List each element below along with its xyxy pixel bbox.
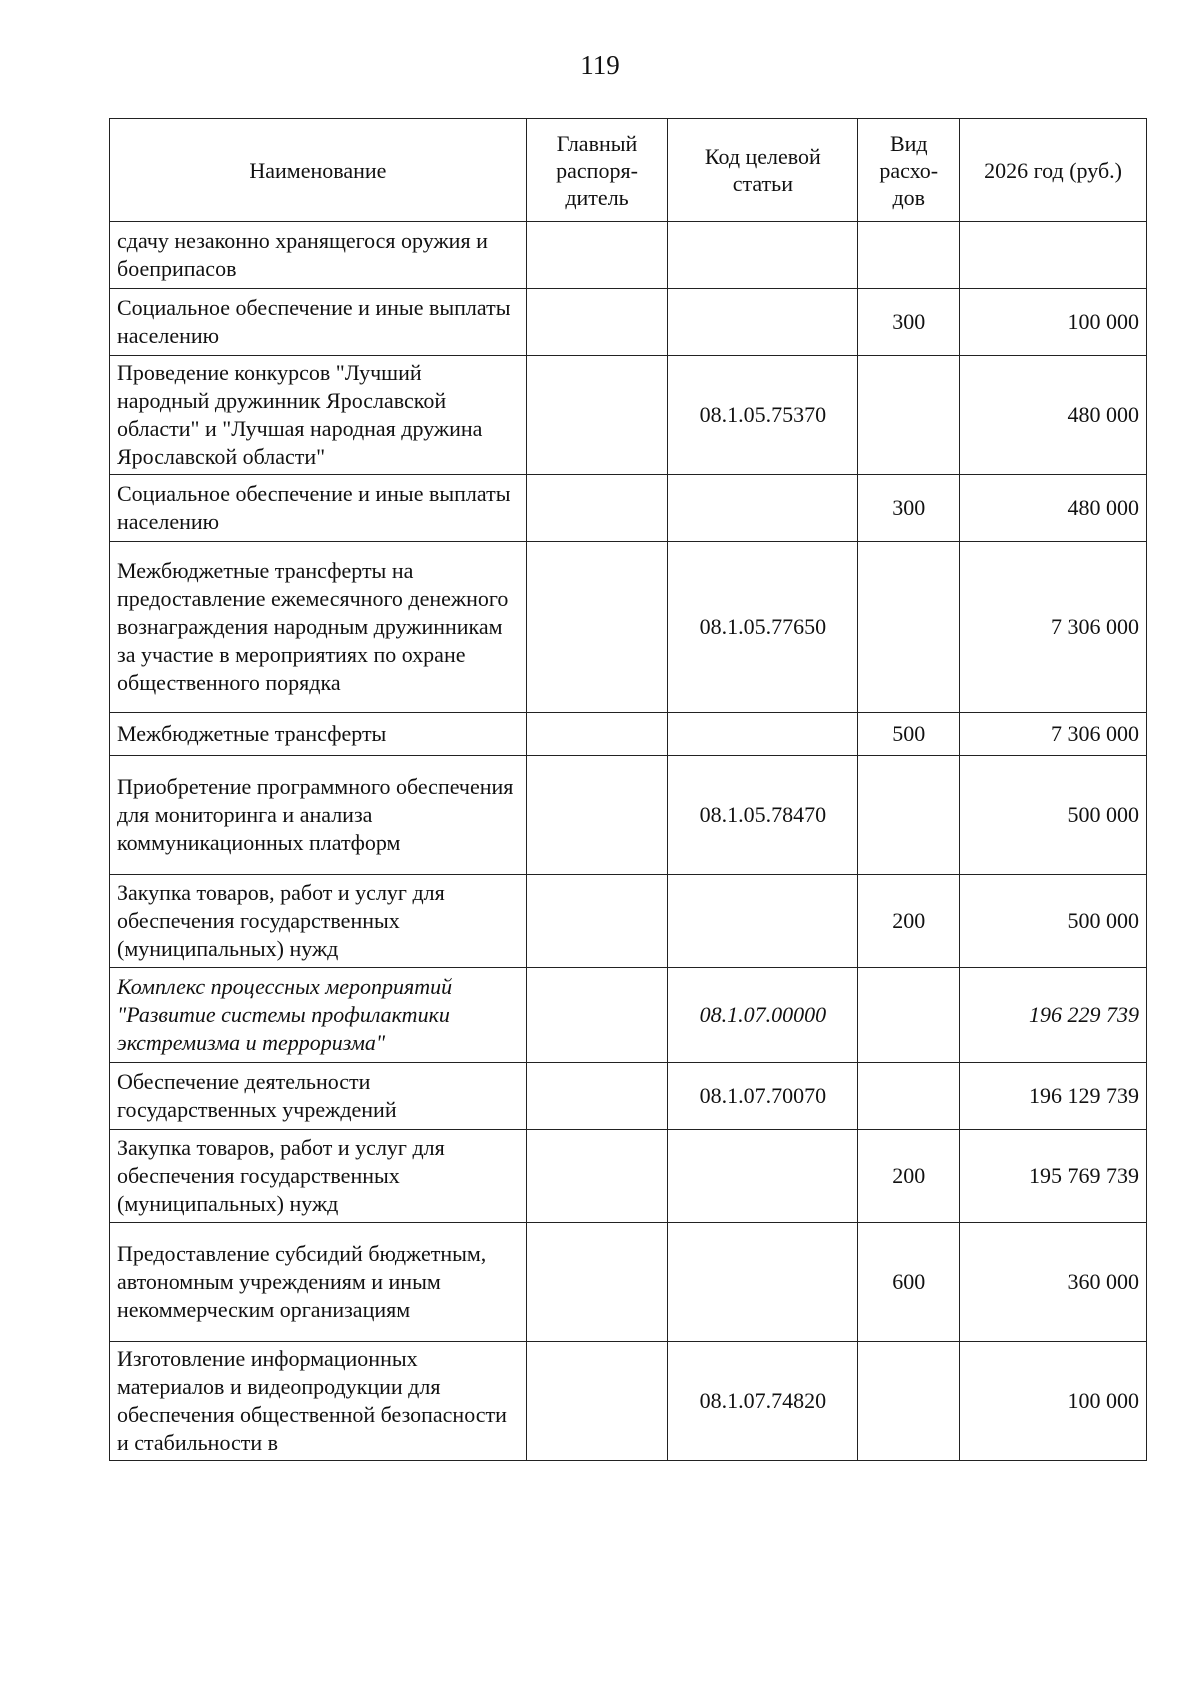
header-code: Код целевой статьи <box>668 119 858 222</box>
table-row <box>110 356 1147 475</box>
table-row <box>110 968 1147 1063</box>
row-name-cell: Межбюджетные трансферты на предоставление ежемесячного денежного вознаграждения народным дружинникам за участие в мероприятиях по охране общественного порядка <box>110 542 527 713</box>
row-expense-type-cell: 600 <box>858 1223 960 1342</box>
row-amount-cell: 360 000 <box>960 1223 1147 1342</box>
row-manager-cell <box>526 875 668 968</box>
budget-table <box>109 118 1147 1461</box>
table-row <box>110 756 1147 875</box>
row-expense-type-cell: 300 <box>858 475 960 542</box>
row-code-cell: 08.1.07.70070 <box>668 1063 858 1130</box>
row-manager-cell <box>526 1342 668 1461</box>
row-amount-cell: 480 000 <box>960 475 1147 542</box>
row-expense-type-cell: 500 <box>858 713 960 756</box>
row-expense-type-cell <box>858 756 960 875</box>
table-row <box>110 1342 1147 1461</box>
row-name-cell: Комплекс процессных мероприятий "Развитие системы профилактики экстремизма и терроризма" <box>110 968 527 1063</box>
row-manager-cell <box>526 756 668 875</box>
header-manager: Главный распоря-дитель <box>526 119 668 222</box>
row-amount-cell: 196 229 739 <box>960 968 1147 1063</box>
row-name-cell: Межбюджетные трансферты <box>110 713 527 756</box>
header-expense-type: Вид расхо-дов <box>858 119 960 222</box>
row-amount-cell: 100 000 <box>960 1342 1147 1461</box>
table-row <box>110 289 1147 356</box>
row-expense-type-cell <box>858 356 960 475</box>
row-code-cell <box>668 875 858 968</box>
row-expense-type-cell <box>858 968 960 1063</box>
row-name-cell: Приобретение программного обеспечения для мониторинга и анализа коммуникационных платформ <box>110 756 527 875</box>
row-amount-cell: 480 000 <box>960 356 1147 475</box>
row-code-cell <box>668 222 858 289</box>
row-name-cell: Проведение конкурсов "Лучший народный дружинник Ярославской области" и "Лучшая народная дружина Ярославской области" <box>110 356 527 475</box>
row-amount-cell: 100 000 <box>960 289 1147 356</box>
row-code-cell <box>668 1130 858 1223</box>
header-amount-2026: 2026 год (руб.) <box>960 119 1147 222</box>
row-amount-cell: 7 306 000 <box>960 542 1147 713</box>
row-expense-type-cell: 200 <box>858 1130 960 1223</box>
row-manager-cell <box>526 289 668 356</box>
row-manager-cell <box>526 1063 668 1130</box>
row-expense-type-cell <box>858 542 960 713</box>
row-name-cell: Обеспечение деятельности государственных учреждений <box>110 1063 527 1130</box>
row-manager-cell <box>526 968 668 1063</box>
row-manager-cell <box>526 713 668 756</box>
header-name: Наименование <box>110 119 527 222</box>
row-code-cell: 08.1.05.78470 <box>668 756 858 875</box>
row-amount-cell: 500 000 <box>960 756 1147 875</box>
row-name-cell: Социальное обеспечение и иные выплаты населению <box>110 289 527 356</box>
page-number: 119 <box>580 50 620 80</box>
row-amount-cell: 7 306 000 <box>960 713 1147 756</box>
row-code-cell <box>668 475 858 542</box>
row-expense-type-cell: 300 <box>858 289 960 356</box>
table-row <box>110 1223 1147 1342</box>
row-manager-cell <box>526 222 668 289</box>
table-row <box>110 1063 1147 1130</box>
row-manager-cell <box>526 356 668 475</box>
row-name-cell: Изготовление информационных материалов и видеопродукции для обеспечения общественной безопасности и стабильности в <box>110 1342 527 1461</box>
row-expense-type-cell <box>858 1342 960 1461</box>
table-header-row <box>110 119 1147 222</box>
row-name-cell: Социальное обеспечение и иные выплаты населению <box>110 475 527 542</box>
row-expense-type-cell <box>858 1063 960 1130</box>
row-code-cell <box>668 1223 858 1342</box>
table-row <box>110 222 1147 289</box>
row-name-cell: Закупка товаров, работ и услуг для обеспечения государственных (муниципальных) нужд <box>110 1130 527 1223</box>
table-row <box>110 542 1147 713</box>
row-manager-cell <box>526 542 668 713</box>
row-amount-cell <box>960 222 1147 289</box>
row-amount-cell: 195 769 739 <box>960 1130 1147 1223</box>
row-expense-type-cell: 200 <box>858 875 960 968</box>
row-code-cell <box>668 289 858 356</box>
row-name-cell: сдачу незаконно хранящегося оружия и боеприпасов <box>110 222 527 289</box>
row-code-cell: 08.1.07.00000 <box>668 968 858 1063</box>
row-name-cell: Закупка товаров, работ и услуг для обеспечения государственных (муниципальных) нужд <box>110 875 527 968</box>
row-manager-cell <box>526 475 668 542</box>
row-manager-cell <box>526 1223 668 1342</box>
row-name-cell: Предоставление субсидий бюджетным, автономным учреждениям и иным некоммерческим организациям <box>110 1223 527 1342</box>
row-manager-cell <box>526 1130 668 1223</box>
row-amount-cell: 196 129 739 <box>960 1063 1147 1130</box>
table-row <box>110 475 1147 542</box>
table-row <box>110 713 1147 756</box>
table-row <box>110 1130 1147 1223</box>
row-code-cell <box>668 713 858 756</box>
row-code-cell: 08.1.07.74820 <box>668 1342 858 1461</box>
table-row <box>110 875 1147 968</box>
row-code-cell: 08.1.05.75370 <box>668 356 858 475</box>
row-code-cell: 08.1.05.77650 <box>668 542 858 713</box>
row-amount-cell: 500 000 <box>960 875 1147 968</box>
table-body <box>110 222 1147 1461</box>
row-expense-type-cell <box>858 222 960 289</box>
